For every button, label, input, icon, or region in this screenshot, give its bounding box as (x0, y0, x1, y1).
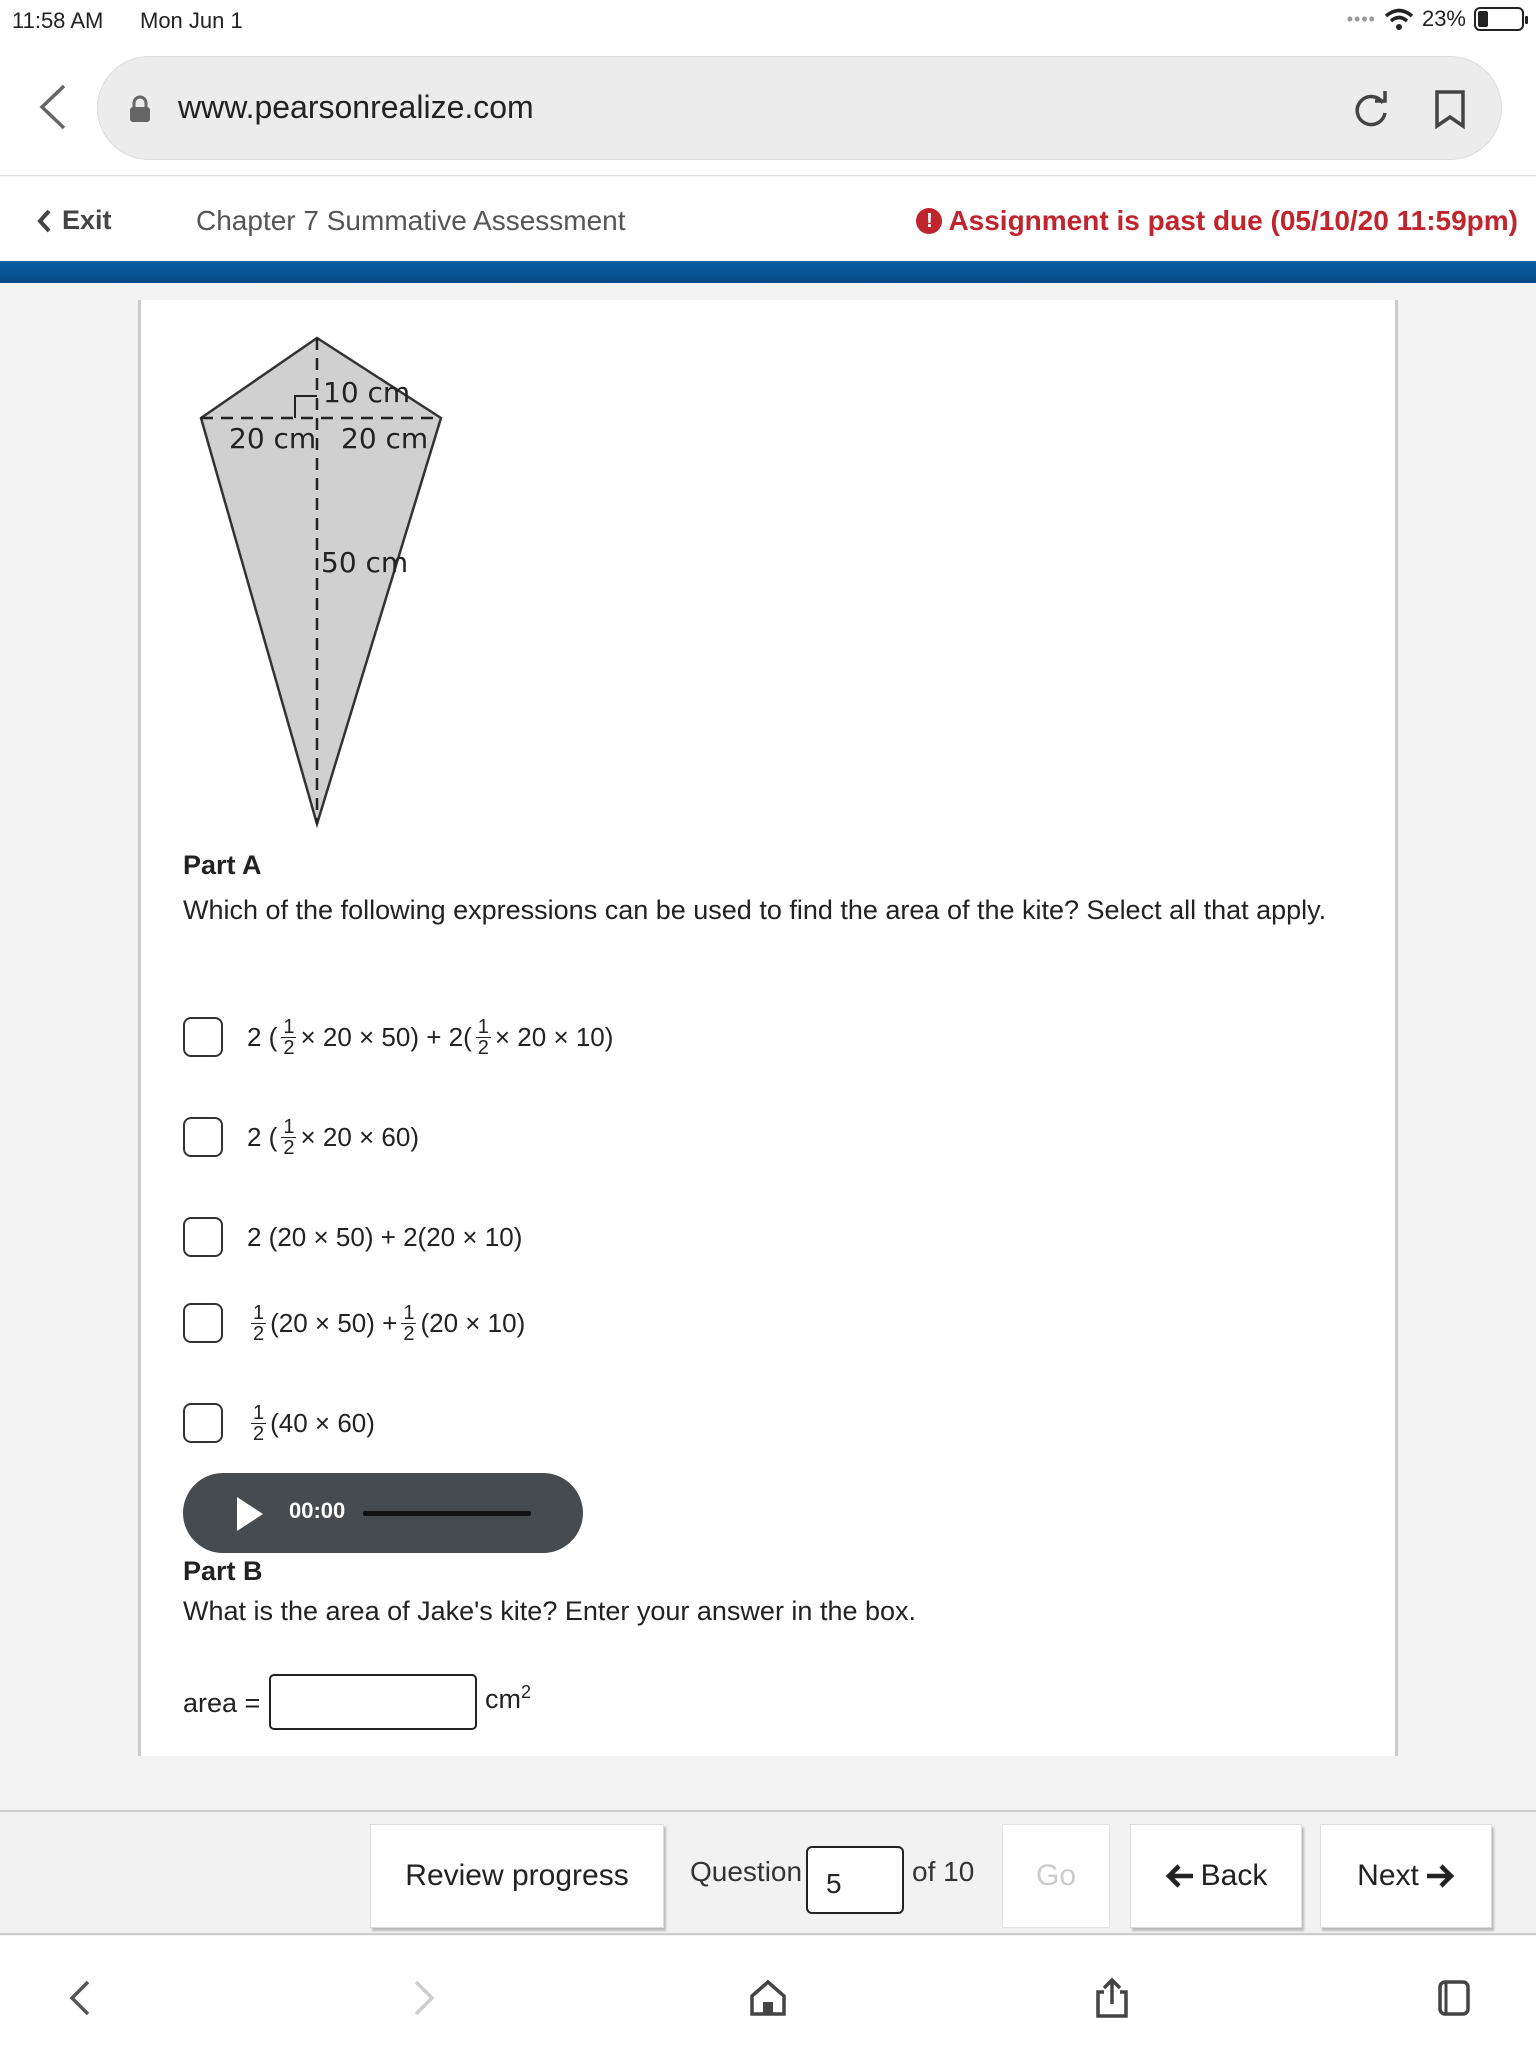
unit-text: cm (485, 1684, 521, 1714)
opt1-text-b: × 20 × 50) + 2( (300, 1021, 472, 1052)
page-title: Chapter 7 Summative Assessment (196, 205, 626, 236)
fraction-one-half (281, 1017, 296, 1058)
area-input[interactable] (269, 1674, 477, 1730)
question-card (138, 300, 1398, 1756)
address-bar[interactable] (97, 56, 1502, 160)
part-b-question: What is the area of Jake's kite? Enter your answer in the box. (183, 1596, 917, 1626)
fraction-one-half (281, 1117, 296, 1158)
label-20cm-left: 20 cm (229, 422, 317, 455)
browser-bar (0, 44, 1536, 176)
fraction-one-half (251, 1303, 266, 1344)
chevron-left-icon (36, 208, 52, 234)
opt4-text-b: (20 × 10) (420, 1307, 526, 1338)
next-button[interactable] (1320, 1824, 1492, 1928)
next-label: Next (1357, 1859, 1419, 1892)
url-text[interactable]: www.pearsonrealize.com (178, 89, 534, 125)
frac-num: 1 (253, 1301, 265, 1324)
tabs-icon[interactable] (1432, 1976, 1476, 2020)
area-label: area = (183, 1688, 261, 1718)
exit-button[interactable] (36, 205, 112, 236)
header-divider-bar (0, 261, 1536, 283)
kite-shape (201, 338, 441, 824)
frac-den: 2 (403, 1322, 415, 1345)
status-right (1347, 6, 1524, 32)
share-icon[interactable] (1090, 1976, 1134, 2020)
fraction-one-half (251, 1403, 266, 1444)
bookmark-icon[interactable] (1433, 89, 1467, 129)
battery-percent: 23% (1421, 6, 1466, 31)
label-10cm: 10 cm (323, 376, 411, 409)
app-header (0, 177, 1536, 261)
back-label: Back (1200, 1859, 1268, 1892)
option-3[interactable] (183, 1212, 522, 1262)
battery-icon (1474, 7, 1524, 31)
option-5-expression (247, 1403, 375, 1444)
frac-den: 2 (253, 1422, 265, 1445)
lock-icon (128, 95, 152, 123)
part-a-question: Which of the following expressions can be used to find the area of the kite? Select all that apply. (183, 895, 1327, 925)
frac-den: 2 (283, 1036, 295, 1059)
frac-num: 1 (403, 1301, 415, 1324)
option-4-expression (247, 1303, 525, 1344)
fraction-one-half (476, 1017, 491, 1058)
option-5[interactable] (183, 1398, 375, 1448)
option-1-checkbox[interactable] (183, 1017, 223, 1057)
opt2-text-a: 2 ( (247, 1121, 278, 1152)
opt5-text: (40 × 60) (270, 1407, 375, 1438)
browser-bottom-nav (0, 1936, 1536, 2048)
opt1-text-c: × 20 × 10) (494, 1021, 614, 1052)
option-2[interactable] (183, 1112, 419, 1162)
kite-diagram (191, 312, 471, 832)
audio-player (183, 1473, 583, 1553)
past-due-notice (916, 205, 1518, 237)
opt3-text: 2 (20 × 50) + 2(20 × 10) (247, 1221, 523, 1252)
status-time: 11:58 AM (12, 8, 104, 33)
assessment-toolbar (0, 1810, 1536, 1935)
status-bar (0, 0, 1536, 44)
label-20cm-right: 20 cm (341, 422, 429, 455)
reload-icon[interactable] (1351, 89, 1391, 129)
arrow-right-icon (1425, 1863, 1455, 1889)
review-progress-button[interactable]: Review progress (370, 1824, 664, 1928)
wifi-icon (1384, 7, 1414, 31)
frac-num: 1 (477, 1015, 489, 1038)
part-a-title: Part A (183, 850, 262, 880)
option-3-checkbox[interactable] (183, 1217, 223, 1257)
option-3-expression (247, 1222, 522, 1253)
option-5-checkbox[interactable] (183, 1403, 223, 1443)
question-number-input[interactable]: 5 (806, 1846, 904, 1914)
option-2-expression (247, 1117, 419, 1158)
area-unit (485, 1682, 531, 1715)
option-4[interactable] (183, 1298, 525, 1348)
go-button[interactable]: Go (1002, 1824, 1110, 1928)
signal-dots: •••• (1346, 8, 1376, 29)
fraction-one-half (401, 1303, 416, 1344)
opt4-text-a: (20 × 50) + (270, 1307, 398, 1338)
question-total: of 10 (912, 1856, 975, 1887)
frac-num: 1 (283, 1115, 295, 1138)
back-button[interactable] (1130, 1824, 1302, 1928)
option-1-expression (247, 1017, 613, 1058)
part-b-title: Part B (183, 1556, 263, 1586)
question-label: Question (690, 1856, 803, 1887)
browser-back-icon[interactable] (34, 82, 74, 132)
option-2-checkbox[interactable] (183, 1117, 223, 1157)
home-icon[interactable] (746, 1976, 790, 2020)
frac-den: 2 (477, 1036, 489, 1059)
frac-den: 2 (253, 1322, 265, 1345)
nav-back-icon[interactable] (60, 1976, 104, 2020)
play-icon[interactable] (237, 1497, 263, 1531)
status-date: Mon Jun 1 (140, 8, 243, 33)
frac-num: 1 (253, 1401, 265, 1424)
frac-num: 1 (283, 1015, 295, 1038)
option-4-checkbox[interactable] (183, 1303, 223, 1343)
opt1-text-a: 2 ( (247, 1021, 278, 1052)
alert-icon: ! (916, 208, 942, 234)
opt2-text-b: × 20 × 60) (300, 1121, 420, 1152)
nav-forward-icon[interactable] (400, 1976, 444, 2020)
label-50cm: 50 cm (321, 546, 409, 579)
option-1[interactable] (183, 1012, 613, 1062)
unit-exponent: 2 (521, 1682, 532, 1702)
audio-progress-track[interactable] (363, 1511, 531, 1516)
past-due-text: Assignment is past due (05/10/20 11:59pm) (948, 205, 1518, 236)
arrow-left-icon (1165, 1863, 1195, 1889)
audio-time: 00:00 (289, 1498, 346, 1523)
exit-label: Exit (62, 205, 112, 235)
frac-den: 2 (283, 1136, 295, 1159)
